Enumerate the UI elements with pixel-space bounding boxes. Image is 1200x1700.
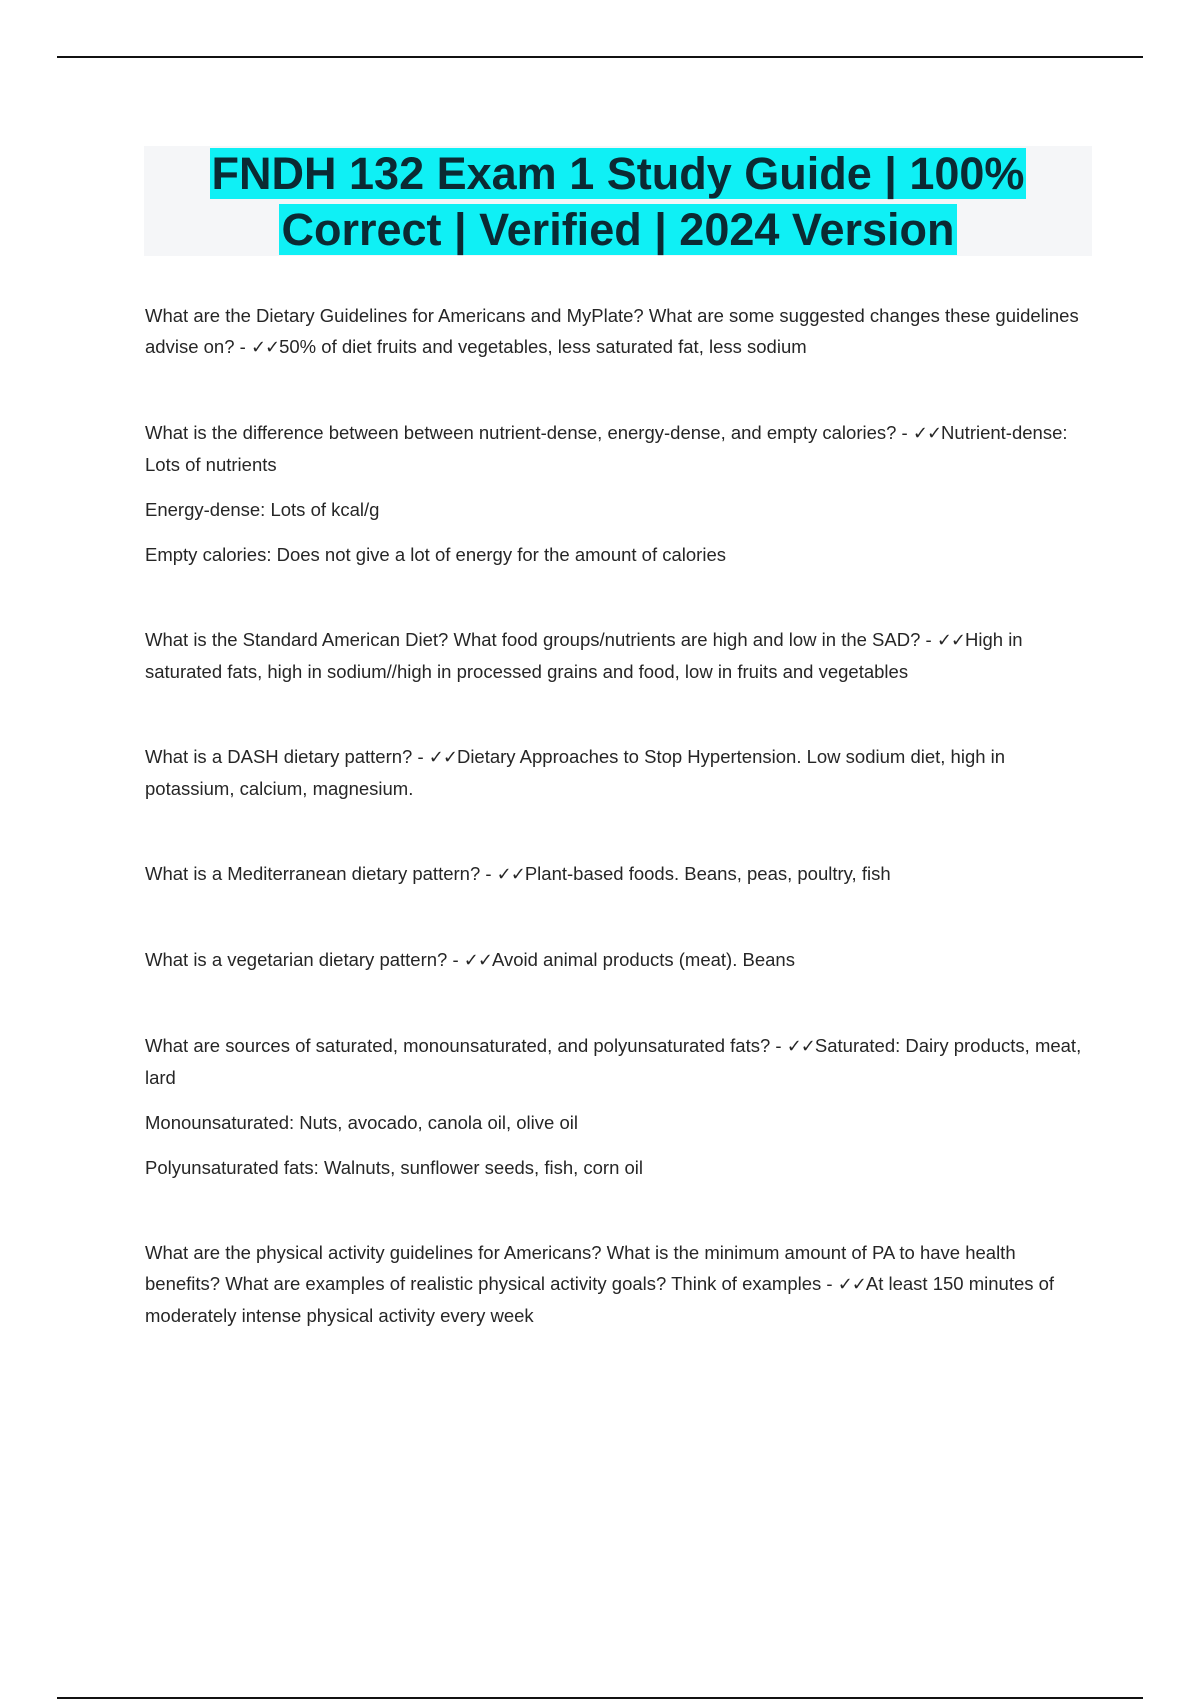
qa-item-dietary-guidelines — [145, 300, 1085, 363]
qa-item-dash — [145, 741, 1085, 804]
question-text: What is the difference between between nutrient-dense, energy-dense, and empty calories? - — [145, 422, 913, 443]
qa-paragraph — [145, 1030, 1085, 1093]
qa-paragraph — [145, 944, 1085, 976]
answer-line: Empty calories: Does not give a lot of energy for the amount of calories — [145, 544, 726, 565]
answer-line: Polyunsaturated fats: Walnuts, sunflower seeds, fish, corn oil — [145, 1157, 644, 1178]
answer-line: Energy-dense: Lots of kcal/g — [145, 499, 380, 520]
question-text: What is a DASH dietary pattern? - — [145, 746, 429, 767]
double-check-icon: ✓✓ — [428, 747, 457, 768]
qa-item-fats — [145, 1030, 1085, 1183]
answer-line: Monounsaturated: Nuts, avocado, canola oil, olive oil — [145, 1112, 578, 1133]
double-check-icon: ✓✓ — [496, 864, 525, 885]
question-text: What are sources of saturated, monounsaturated, and polyunsaturated fats? - — [145, 1035, 787, 1056]
question-text: What is the Standard American Diet? What food groups/nutrients are high and low in the SAD? - — [145, 629, 937, 650]
question-text: What is a Mediterranean dietary pattern? - — [145, 863, 497, 884]
double-check-icon: ✓✓ — [250, 337, 280, 358]
double-check-icon: ✓✓ — [463, 950, 492, 971]
answer-text: Avoid animal products (meat). Beans — [491, 949, 795, 970]
qa-item-standard-american-diet — [145, 624, 1085, 687]
title-line-2: Correct | Verified | 2024 Version — [281, 204, 955, 255]
bottom-rule — [57, 1697, 1143, 1699]
qa-paragraph — [145, 741, 1085, 804]
double-check-icon: ✓✓ — [837, 1274, 866, 1295]
qa-paragraph — [145, 858, 1085, 890]
study-guide-content — [145, 300, 1085, 1385]
answer-text: At least 150 minutes of moderately intense physical activity every week — [145, 1273, 1055, 1326]
answer-text: Saturated: Dairy products, meat, lard — [145, 1035, 1082, 1088]
qa-paragraph — [145, 1237, 1085, 1331]
qa-paragraph — [145, 417, 1085, 480]
qa-paragraph — [145, 300, 1085, 363]
question-text: What is a vegetarian dietary pattern? - — [145, 949, 464, 970]
answer-text: High in saturated fats, high in sodium//high in processed grains and food, low in fruits and vegetables — [145, 629, 1023, 682]
answer-text: 50% of diet fruits and vegetables, less saturated fat, less sodium — [279, 336, 807, 357]
double-check-icon: ✓✓ — [936, 630, 965, 651]
title-line-1: FNDH 132 Exam 1 Study Guide | 100% — [211, 148, 1025, 199]
qa-paragraph — [145, 624, 1085, 687]
qa-item-physical-activity — [145, 1237, 1085, 1331]
double-check-icon: ✓✓ — [786, 1036, 815, 1057]
answer-text: Nutrient-dense: Lots of nutrients — [145, 422, 1068, 475]
question-text: What are the Dietary Guidelines for Americans and MyPlate? What are some suggested changes these guidelines advise on? - — [145, 305, 1079, 357]
answer-text: Plant-based foods. Beans, peas, poultry, fish — [524, 863, 891, 884]
qa-item-nutrient-dense — [145, 417, 1085, 570]
top-rule — [57, 56, 1143, 58]
question-text: What are the physical activity guidelines for Americans? What is the minimum amount of PA to have health benefits? What are examples of realistic physical activity goals? Think of examples - — [145, 1242, 1016, 1294]
qa-item-mediterranean — [145, 858, 1085, 890]
qa-item-vegetarian — [145, 944, 1085, 976]
page-title — [144, 146, 1092, 256]
double-check-icon: ✓✓ — [912, 423, 942, 444]
answer-text: Dietary Approaches to Stop Hypertension. Low sodium diet, high in potassium, calcium, magnesium. — [145, 746, 1006, 799]
